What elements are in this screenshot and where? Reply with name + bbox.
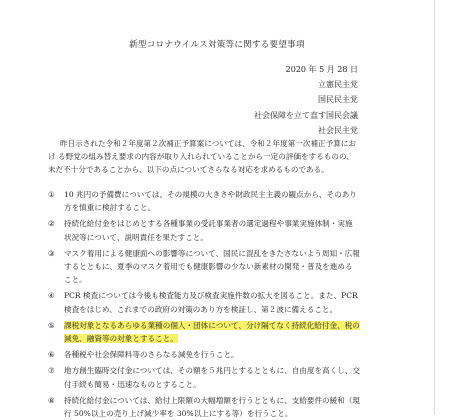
item-number: ⑦ bbox=[48, 366, 55, 376]
item-number: ⑧ bbox=[48, 395, 55, 405]
document-date: 2020 年 5 月 28 日 bbox=[285, 65, 358, 74]
item-number: ④ bbox=[48, 291, 55, 301]
document-meta bbox=[254, 62, 358, 138]
intro-paragraph: 昨日示された令和２年度第２次補正予算案については、令和２年度第一次補正予算におけ る野党の組み替え要求の内容が取り入れられていることから一定の評価をするものの、未だ不十分であることから、以下の点についてさらなる対応を求めるものである。 bbox=[48, 139, 356, 175]
page-edge-divider bbox=[434, 0, 435, 415]
list-item bbox=[48, 247, 360, 287]
request-list bbox=[48, 188, 360, 420]
item-text: 持続化給付金については、給付上限額の大幅増額を行うとともに、支給要件の緩和（現行 50%以上の売り上げ減少率を 30%以上にする等）を行うこと。 bbox=[64, 395, 360, 419]
item-text: 10 兆円の予備費については、その規模の大きさや財政民主主義の観点から、そのあり方を慎重に検討すること。 bbox=[64, 190, 357, 213]
party-name: 国民民主党 bbox=[318, 95, 358, 105]
list-item bbox=[48, 289, 360, 315]
item-number: ① bbox=[48, 190, 55, 199]
list-item bbox=[48, 394, 360, 420]
item-number: ⑤ bbox=[48, 320, 55, 330]
list-item bbox=[48, 364, 360, 390]
item-text: 各種税や社会保障料等のさらなる減免を行うこと。 bbox=[64, 350, 239, 360]
item-text: 地方創生臨時交付金については、その額を５兆円とするとともに、自由度を高くし、交付手続も簡易・迅速なものとすること。 bbox=[64, 366, 360, 389]
highlighted-item-text: 課税対象となるあらゆる業種の個人・団体について、分け隔てなく持続化給付金、税の減免、融資等の対象とすること。 bbox=[64, 320, 360, 344]
list-item bbox=[48, 188, 360, 214]
document-title: 新型コロナウイルス対策等に関する要望事項 bbox=[129, 40, 305, 50]
party-name: 社会保障を立て直す国民会議 bbox=[254, 110, 358, 120]
item-number: ⑥ bbox=[48, 350, 55, 360]
item-text: 持続化給付金をはじめとする各種事業の受託事業者の選定過程や事業実施体制・実施状況等について、説明責任を果たすこと。 bbox=[64, 219, 353, 242]
item-text: PCR 検査については今後も検査能力及び検査実施件数の拡大を図ること。また、PCR 検査をはじめ、これまでの政府の対策のあり方を検証し、第２波に備えること。 bbox=[64, 291, 358, 314]
party-name: 社会民主党 bbox=[318, 125, 358, 135]
item-number: ③ bbox=[48, 248, 55, 258]
list-item bbox=[48, 217, 360, 243]
list-item bbox=[48, 348, 360, 361]
list-item-highlighted bbox=[48, 319, 360, 345]
item-text: マスク着用による健康面への影響等について、国民に混乱をきたさないよう周知・広報するとともに、夏季のマスク着用でも健康影響の少ない新素材の開発・普及を進めること。 bbox=[64, 248, 360, 285]
item-number: ② bbox=[48, 219, 55, 229]
party-name: 立憲民主党 bbox=[318, 80, 358, 90]
